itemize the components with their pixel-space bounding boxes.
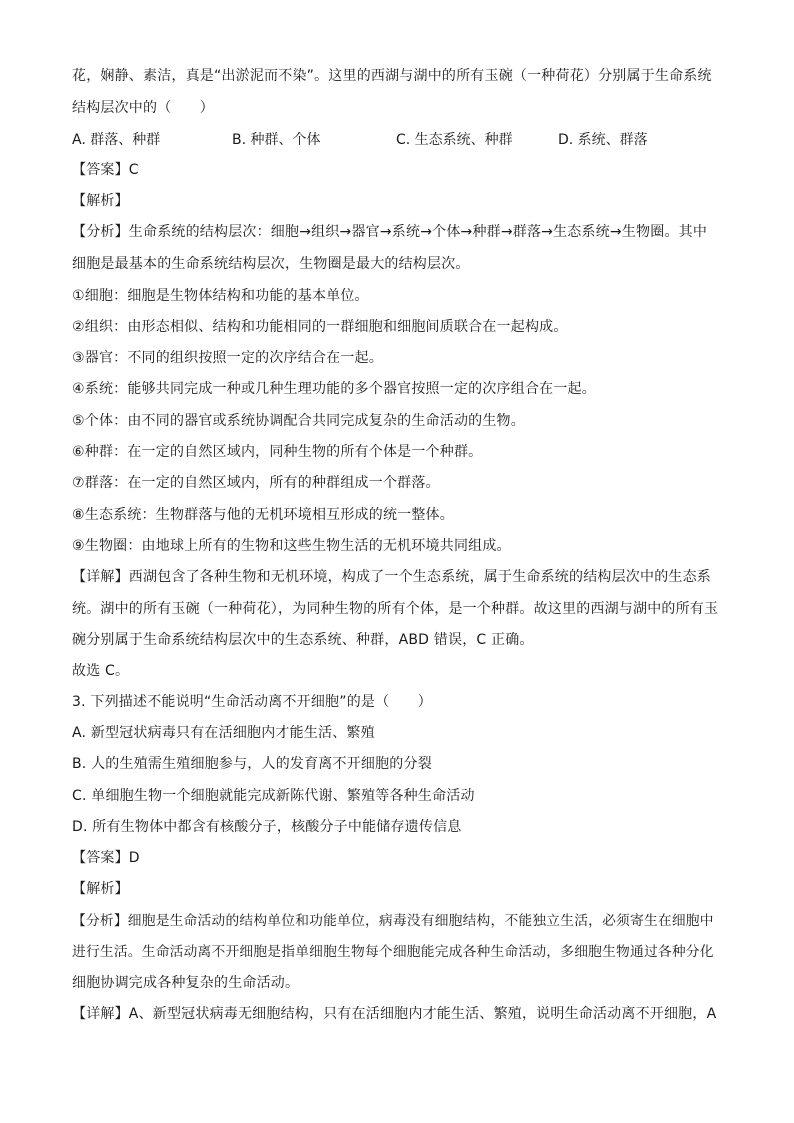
- q2-analysis-line: 【分析】生命系统的结构层次：细胞→组织→器官→系统→个体→种群→群落→生态系统→生物圈。其中: [72, 224, 708, 240]
- q2-detail-line: 【详解】西湖包含了各种生物和无机环境，构成了一个生态系统，属于生命系统的结构层次中的生态系: [72, 569, 711, 585]
- q3-stem: 3. 下列描述不能说明“生命活动离不开细胞”的是（ ）: [72, 694, 432, 710]
- q3-option-a: A. 新型冠状病毒只有在活细胞内才能生活、繁殖: [72, 725, 375, 741]
- q3-option-b: B. 人的生殖需生殖细胞参与，人的发育离不开细胞的分裂: [72, 756, 432, 772]
- q3-option-c: C. 单细胞生物一个细胞就能完成新陈代谢、繁殖等各种生命活动: [72, 788, 475, 804]
- q2-option-d: D. 系统、群落: [558, 132, 648, 148]
- q2-stem-line-2: 结构层次中的（ ）: [72, 100, 214, 116]
- q2-option-a: A. 群落、种群: [72, 132, 161, 148]
- q3-analysis-line: 进行生活。生命活动离不开细胞是指单细胞生物每个细胞能完成各种生命活动，多细胞生物通过各种分化: [72, 944, 714, 960]
- q2-analysis-line: ③器官：不同的组织按照一定的次序结合在一起。: [72, 350, 383, 366]
- q2-analysis-title: 【解析】: [72, 193, 129, 209]
- q2-stem-line-1: 花，娴静、素洁，真是“出淤泥而不染”。这里的西湖与湖中的所有玉碗（一种荷花）分别属于生命系统: [72, 68, 712, 84]
- q3-answer: 【答案】D: [72, 850, 140, 866]
- q2-analysis-line: ⑥种群：在一定的自然区域内，同种生物的所有个体是一个种群。: [72, 444, 483, 460]
- q2-analysis-line: ⑦群落：在一定的自然区域内，所有的种群组成一个群落。: [72, 475, 440, 491]
- q3-analysis-title: 【解析】: [72, 881, 129, 897]
- q2-answer: 【答案】C: [72, 162, 139, 178]
- q3-detail-line: 【详解】A、新型冠状病毒无细胞结构，只有在活细胞内才能生活、繁殖，说明生命活动离不开细胞，A: [72, 1006, 717, 1022]
- q3-analysis-line: 【分析】细胞是生命活动的结构单位和功能单位，病毒没有细胞结构，不能独立生活，必须寄生在细胞中: [72, 913, 714, 929]
- q2-detail-line: 碗分别属于生命系统结构层次中的生态系统、种群，ABD 错误，C 正确。: [72, 632, 534, 648]
- q3-option-d: D. 所有生物体中都含有核酸分子，核酸分子中能储存遗传信息: [72, 819, 462, 835]
- q2-option-b: B. 种群、个体: [232, 132, 321, 148]
- q2-analysis-line: ②组织：由形态相似、结构和功能相同的一群细胞和细胞间质联合在一起构成。: [72, 319, 568, 335]
- q2-conclusion: 故选 C。: [72, 663, 130, 679]
- q2-option-c: C. 生态系统、种群: [396, 132, 513, 148]
- q2-analysis-line: ④系统：能够共同完成一种或几种生理功能的多个器官按照一定的次序组合在一起。: [72, 381, 596, 397]
- q2-analysis-line: ⑤个体：由不同的器官或系统协调配合共同完成复杂的生命活动的生物。: [72, 413, 525, 429]
- q2-analysis-line: ⑨生物圈：由地球上所有的生物和这些生物生活的无机环境共同组成。: [72, 538, 511, 554]
- q2-analysis-line: ①细胞：细胞是生物体结构和功能的基本单位。: [72, 288, 369, 304]
- q2-analysis-line: ⑧生态系统：生物群落与他的无机环境相互形成的统一整体。: [72, 507, 454, 523]
- q2-analysis-line: 细胞是最基本的生命系统结构层次，生物圈是最大的结构层次。: [72, 256, 470, 272]
- q2-detail-line: 统。湖中的所有玉碗（一种荷花），为同种生物的所有个体，是一个种群。故这里的西湖与湖中的所有玉: [72, 601, 719, 617]
- q3-analysis-line: 细胞协调完成各种复杂的生命活动。: [72, 975, 300, 991]
